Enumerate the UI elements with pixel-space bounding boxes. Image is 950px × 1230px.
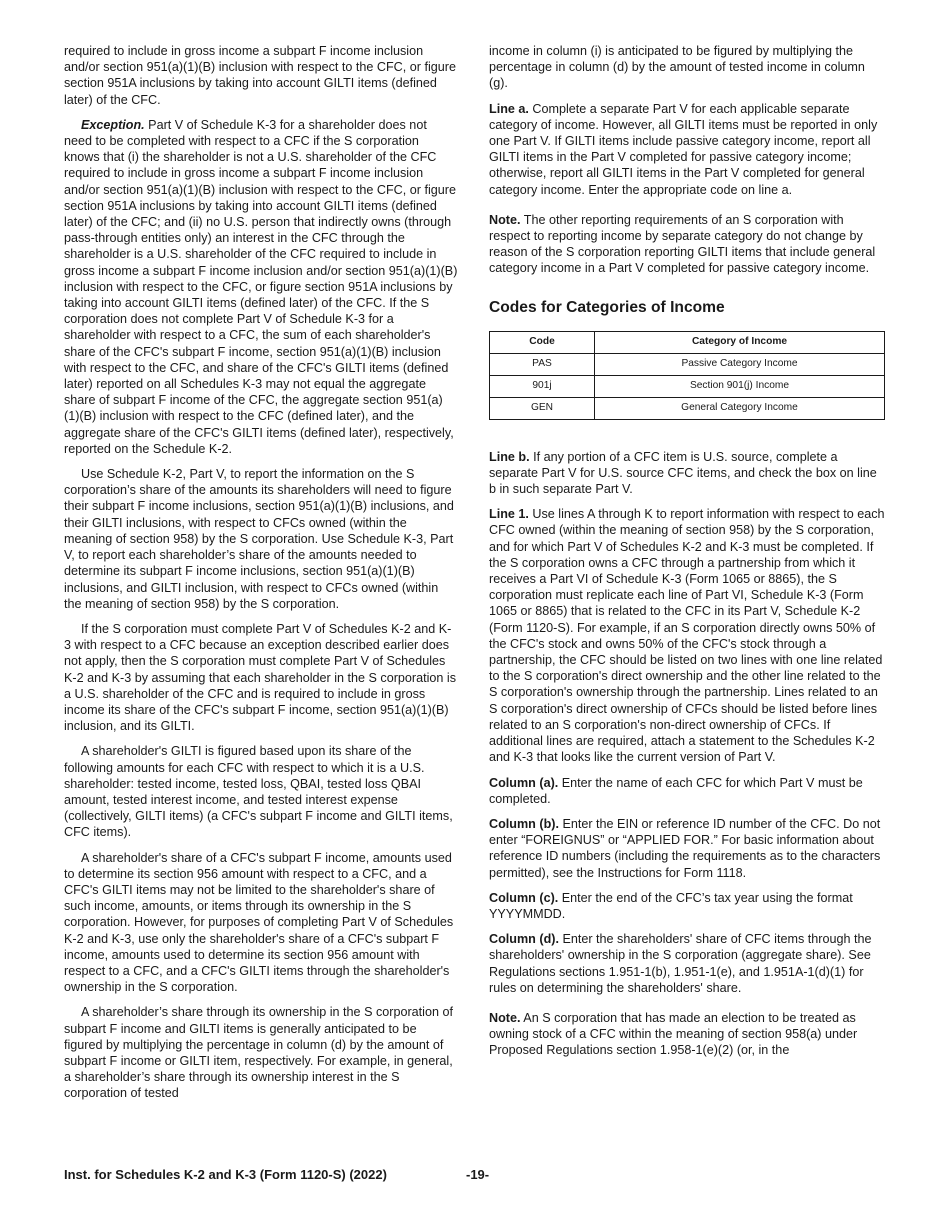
note-paragraph — [489, 212, 885, 277]
table-row — [490, 353, 885, 375]
column-b-paragraph — [489, 816, 885, 881]
paragraph: A shareholder’s share through its ownership in the S corporation of subpart F income and GILTI items is generally anticipated to be figured by multiplying the percentage in column (d) by the amount of subpart F income or GILTI item, respectively. For example, in general, a shareholder’s share through its ownership interest in the S corporation of tested — [64, 1005, 453, 1101]
line-a-paragraph — [489, 101, 885, 198]
line-b-paragraph — [489, 449, 885, 498]
line-a-text: Complete a separate Part V for each applicable separate category of income. However, all GILTI items must be reported in only one Part V. If GILTI items include passive category income, report all GILTI items in the Part V completed for passive category income; otherwise, report all GILTI items in the Part V completed for general category income. Enter the appropriate code on line a. — [489, 101, 878, 197]
page-number: -19- — [466, 1167, 490, 1182]
column-a-label: Column (a). — [489, 775, 559, 790]
category-cell: Passive Category Income — [595, 353, 885, 375]
code-cell: GEN — [490, 397, 595, 419]
codes-heading: Codes for Categories of Income — [489, 298, 725, 316]
paragraph: income in column (i) is anticipated to be figured by multiplying the percentage in column (d) by the amount of tested income in column (g). — [489, 44, 865, 91]
note-label: Note. — [489, 212, 521, 227]
paragraph: A shareholder's share of a CFC's subpart F income, amounts used to determine its section 956 amount with respect to a CFC, and a CFC's GILTI items may not be limited to the shareholder's share of such income, amounts, or items through its ownership in the S corporation. However, for purposes of completing Part V of Schedules K-2 and K-3, use only the shareholder's share of a CFC's subpart F income, amounts used to determine its section 956 amount with respect to a CFC, and a CFC's GILTI items through the shareholder's ownership in the S corporation. — [64, 850, 454, 995]
code-cell: PAS — [490, 353, 595, 375]
line-1-label: Line 1. — [489, 507, 529, 522]
table-header-row — [490, 331, 885, 353]
exception-paragraph — [64, 117, 458, 457]
column-d-label: Column (d). — [489, 932, 559, 947]
paragraph: If the S corporation must complete Part V of Schedules K-2 and K-3 with respect to a CFC because an exception described earlier does not apply, then the S corporation must complete Part V of Schedules K-2 and K-3 by assuming that each shareholder in the S corporation is a U.S. shareholder of the CFC and is required to include in gross income its share of the CFC's subpart F income, section 951(a)(1)(B) inclusion, and its GILTI. — [64, 621, 457, 734]
column-d-paragraph — [489, 931, 885, 996]
column-d-text: Enter the shareholders' share of CFC items through the shareholders' ownership in the S corporation (aggregate share). See Regulations sections 1.951-1(b), 1.951-1(e), and 1.951A-1(d)(1) for rules on determining the shareholders' share. — [489, 932, 872, 995]
exception-label: Exception. — [81, 117, 145, 132]
column-a-paragraph — [489, 775, 885, 807]
column-header-category: Category of Income — [595, 331, 885, 353]
line-1-text: Use lines A through K to report information with respect to each CFC owned (within the meaning of section 958) by the S corporation, and for which Part V of Schedules K-2 and K-3 must be completed. If the S corporation owns a CFC through a partnership from which it receives a Part VI of Schedule K-3 (Form 1065 or 8865), the S corporation must replicate each line of Part VI, Schedule K-3 (Form 1065 or 8865) that is related to the CFC in its Part V, Schedule K-2 (Form 1120-S). For example, if an S corporation directly owns 50% of the CFC's stock and owns 50% of the CFC's stock through a partnership, the CFC should be listed on two lines with one line related to the S corporation's direct ownership and the other line related to the S corporation's ownership through the partnership. Lines related to an S corporation's direct ownership of CFCs should be listed before lines related to an S corporation's non-direct ownership of CFCs. If additional lines are required, attach a statement to the Schedules K-2 and K-3 that looks like the current version of Part V. — [489, 507, 885, 765]
paragraph: required to include in gross income a subpart F income inclusion and/or section 951(a)(1)(B) inclusion with respect to the CFC, or figure section 951A inclusions by taking into account GILTI items (defined later) of the CFC. — [64, 44, 456, 107]
column-c-label: Column (c). — [489, 890, 559, 905]
form-title: Inst. for Schedules K-2 and K-3 (Form 1120-S) (2022) — [64, 1167, 387, 1182]
paragraph: Use Schedule K-2, Part V, to report the information on the S corporation’s share of the amounts its shareholders will need to figure their subpart F income inclusions, section 951(a)(1)(B) inclusions, and their GILTI inclusions, with respect to CFCs owned (within the meaning of section 958) by the S corporation. Use Schedule K-3, Part V, to report each shareholder’s share of the amounts needed to determine its subpart F income inclusions, section 951(a)(1)(B) inclusions, and GILTI inclusion, with respect to CFCs owned (within the meaning of section 958) by the S corporation. — [64, 467, 454, 611]
note-text: An S corporation that has made an election to be treated as owning stock of a CFC within the meaning of section 958(a) under Proposed Regulations section 1.958-1(e)(2) (or, in the — [489, 1010, 858, 1058]
note-text: The other reporting requirements of an S corporation with respect to reporting income by separate category do not change by reason of the S corporation reporting GILTI items that include general category income in a Part V completed for passive category income. — [489, 212, 876, 276]
codes-table — [489, 331, 885, 420]
line-a-label: Line a. — [489, 101, 529, 116]
note-label: Note. — [489, 1010, 521, 1025]
code-cell: 901j — [490, 375, 595, 397]
category-cell: General Category Income — [595, 397, 885, 419]
line-1-paragraph — [489, 506, 885, 765]
paragraph: A shareholder's GILTI is figured based upon its share of the following amounts for each CFC with respect to which it is a U.S. shareholder: tested income, tested loss, QBAI, tested loss QBAI amount, tested interest income, and tested interest expense (collectively, GILTI items) (a CFC's subpart F income and GILTI items, CFC items). — [64, 744, 453, 840]
column-b-label: Column (b). — [489, 816, 559, 831]
table-row — [490, 397, 885, 419]
exception-text: Part V of Schedule K-3 for a shareholder does not need to be completed with respect to a CFC if the S corporation knows that (i) the shareholder is not a U.S. shareholder of the CFC required to include in gross income a subpart F income inclusion and/or section 951(a)(1)(B) inclusion with respect to the CFC, or figure section 951A inclusions by taking into account GILTI items (defined later) of the CFC; and (ii) no U.S. person that indirectly owns (through pass-through entities only) an interest in the CFC through the shareholder is a U.S. shareholder of the CFC required to include in gross income a subpart F income inclusion and/or section 951(a)(1)(B) inclusion with respect to the CFC, or figure section 951A inclusions by taking into account GILTI items (defined later) of the CFC. If the S corporation does not complete Part V of Schedule K-3 for a shareholder with respect to a CFC, the sum of each shareholder's share of the CFC's subpart F income, section 951(a)(1)(B) inclusion with respect to the CFC, and share of the CFC's GILTI items (defined later) reported on all Schedules K-3 may not equal the aggregate share of subpart F income of the CFC, the aggregate section 951(a)(1)(B) inclusion with respect to the CFC (defined later), and the aggregate share of the CFC's GILTI items (defined later), respectively, reported on the Schedule K-2. — [64, 117, 458, 456]
column-c-paragraph — [489, 890, 885, 922]
line-b-text: If any portion of a CFC item is U.S. source, complete a separate Part V for U.S. source CFC items, and check the box on line b in such separate Part V. — [489, 449, 877, 497]
right-column — [489, 43, 885, 1068]
table-row — [490, 375, 885, 397]
column-header-code: Code — [490, 331, 595, 353]
left-column — [64, 43, 458, 1111]
column-a-text: Enter the name of each CFC for which Part V must be completed. — [489, 775, 863, 806]
column-b-text: Enter the EIN or reference ID number of the CFC. Do not enter “FOREIGNUS” or “APPLIED FOR.” For basic information about reference ID numbers (including the requirements as to the characters permitted), see the Instructions for Form 1118. — [489, 816, 881, 880]
column-c-text: Enter the end of the CFC’s tax year using the format YYYYMMDD. — [489, 890, 853, 921]
note-paragraph — [489, 1010, 885, 1059]
category-cell: Section 901(j) Income — [595, 375, 885, 397]
line-b-label: Line b. — [489, 449, 530, 464]
